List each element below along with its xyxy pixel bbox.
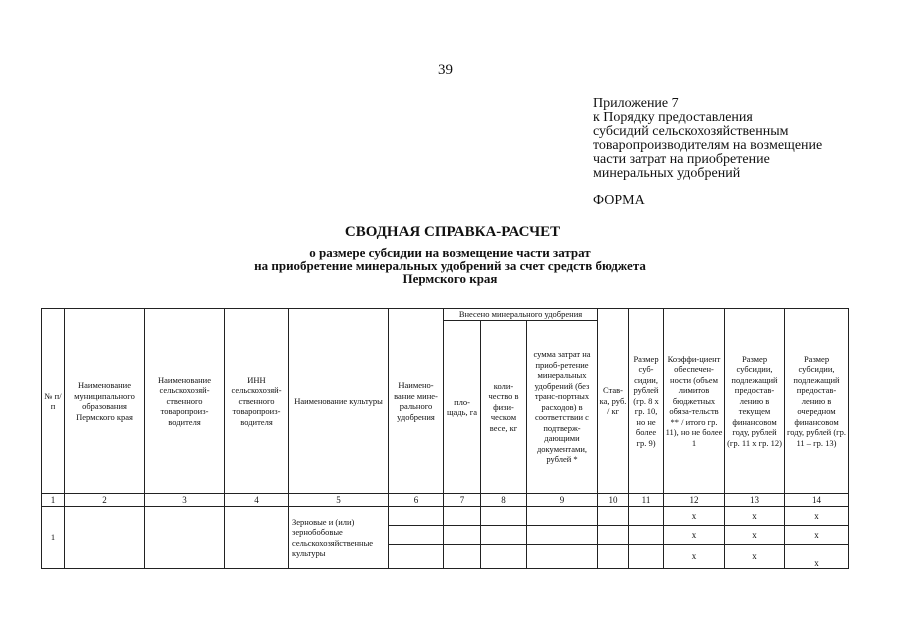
area-cell xyxy=(444,526,481,545)
column-number: 4 xyxy=(225,494,289,507)
header-col-6: Наимено-вание мине-рального удобрения xyxy=(389,309,444,494)
header-col-9: сумма затрат на приоб-ретение минеральных удобрений (без транс-портных расходов) в соответствии с подтверж-дающими документами, рублей * xyxy=(527,321,598,494)
appendix-line: товаропроизводителям на возмещение xyxy=(593,138,823,153)
appendix-line: Приложение 7 xyxy=(593,96,679,111)
column-number: 13 xyxy=(725,494,785,507)
producer-name-cell xyxy=(145,507,225,569)
x-mark: x xyxy=(664,507,725,526)
cost-cell xyxy=(527,526,598,545)
column-number: 1 xyxy=(42,494,65,507)
appendix-block xyxy=(593,97,893,181)
column-number: 2 xyxy=(65,494,145,507)
cost-cell xyxy=(527,545,598,569)
column-number: 11 xyxy=(629,494,664,507)
cost-cell xyxy=(527,507,598,526)
header-col-11: Размер суб-сидии, рублей (гр. 8 х гр. 10, но не более гр. 9) xyxy=(629,309,664,494)
appendix-line: минеральных удобрений xyxy=(593,166,741,181)
header-col-14: Размер субсидии, подлежащий предостав-лению в очередном финансовом году, рублей (гр. 11 – гр. 13) xyxy=(785,309,849,494)
subtitle-line: о размере субсидии на возмещение части затрат xyxy=(309,245,591,260)
rate-cell xyxy=(598,507,629,526)
x-mark: x xyxy=(725,545,785,569)
page-number: 39 xyxy=(438,62,453,78)
header-col-7: пло-щадь, га xyxy=(444,321,481,494)
column-number-row xyxy=(42,494,849,507)
x-mark: x xyxy=(664,545,725,569)
column-number: 9 xyxy=(527,494,598,507)
area-cell xyxy=(444,507,481,526)
document-title: СВОДНАЯ СПРАВКА-РАСЧЕТ xyxy=(344,224,561,240)
column-number: 3 xyxy=(145,494,225,507)
fertilizer-cell xyxy=(389,545,444,569)
appendix-line: части затрат на приобретение xyxy=(593,152,770,167)
x-mark: x xyxy=(725,507,785,526)
subsidy-cell xyxy=(629,545,664,569)
quantity-cell xyxy=(481,545,527,569)
header-col-5: Наименование культуры xyxy=(289,309,389,494)
appendix-line: к Порядку предоставления xyxy=(593,110,753,125)
inn-cell xyxy=(225,507,289,569)
area-cell xyxy=(444,545,481,569)
column-number: 14 xyxy=(785,494,849,507)
x-mark: x xyxy=(785,507,849,526)
subtitle-line: на приобретение минеральных удобрений за счет средств бюджета xyxy=(254,258,646,273)
header-col-12: Коэффи-циент обеспечен-ности (объем лимитов бюджетных обяза-тельств ** / итого гр. 11), но не более 1 xyxy=(664,309,725,494)
table-row xyxy=(42,507,849,526)
x-mark: x xyxy=(785,526,849,545)
header-col-13: Размер субсидии, подлежащий предостав-лению в текущем финансовом году, рублей (гр. 11 х гр. 12) xyxy=(725,309,785,494)
calculation-table xyxy=(41,308,849,569)
appendix-line: субсидий сельскохозяйственным xyxy=(593,124,789,139)
header-col-3: Наименование сельскохозяй-ственного товаропроиз-водителя xyxy=(145,309,225,494)
header-col-10: Став-ка, руб. / кг xyxy=(598,309,629,494)
quantity-cell xyxy=(481,526,527,545)
quantity-cell xyxy=(481,507,527,526)
column-number: 7 xyxy=(444,494,481,507)
header-col-2: Наименование муниципального образования Пермского края xyxy=(65,309,145,494)
header-col-1: № п/п xyxy=(42,309,65,494)
rate-cell xyxy=(598,545,629,569)
fertilizer-cell xyxy=(389,507,444,526)
column-number: 8 xyxy=(481,494,527,507)
column-number: 5 xyxy=(289,494,389,507)
column-number: 10 xyxy=(598,494,629,507)
header-col-8: коли-чество в физи-ческом весе, кг xyxy=(481,321,527,494)
municipality-cell xyxy=(65,507,145,569)
rate-cell xyxy=(598,526,629,545)
subsidy-cell xyxy=(629,526,664,545)
subsidy-cell xyxy=(629,507,664,526)
x-mark: x xyxy=(664,526,725,545)
header-group-fertilizer: Внесено минерального удобрения xyxy=(444,309,598,321)
header-col-4: ИНН сельскохозяй-ственного товаропроиз-водителя xyxy=(225,309,289,494)
x-mark: x xyxy=(785,545,849,569)
column-number: 6 xyxy=(389,494,444,507)
column-number: 12 xyxy=(664,494,725,507)
form-label: ФОРМА xyxy=(593,193,645,208)
fertilizer-cell xyxy=(389,526,444,545)
document-subtitle xyxy=(150,246,750,285)
row-number: 1 xyxy=(42,507,65,569)
crop-name-cell: Зерновые и (или) зернобобовые сельскохозяйственные культуры xyxy=(289,507,389,569)
subtitle-line: Пермского края xyxy=(402,271,498,286)
x-mark: x xyxy=(725,526,785,545)
